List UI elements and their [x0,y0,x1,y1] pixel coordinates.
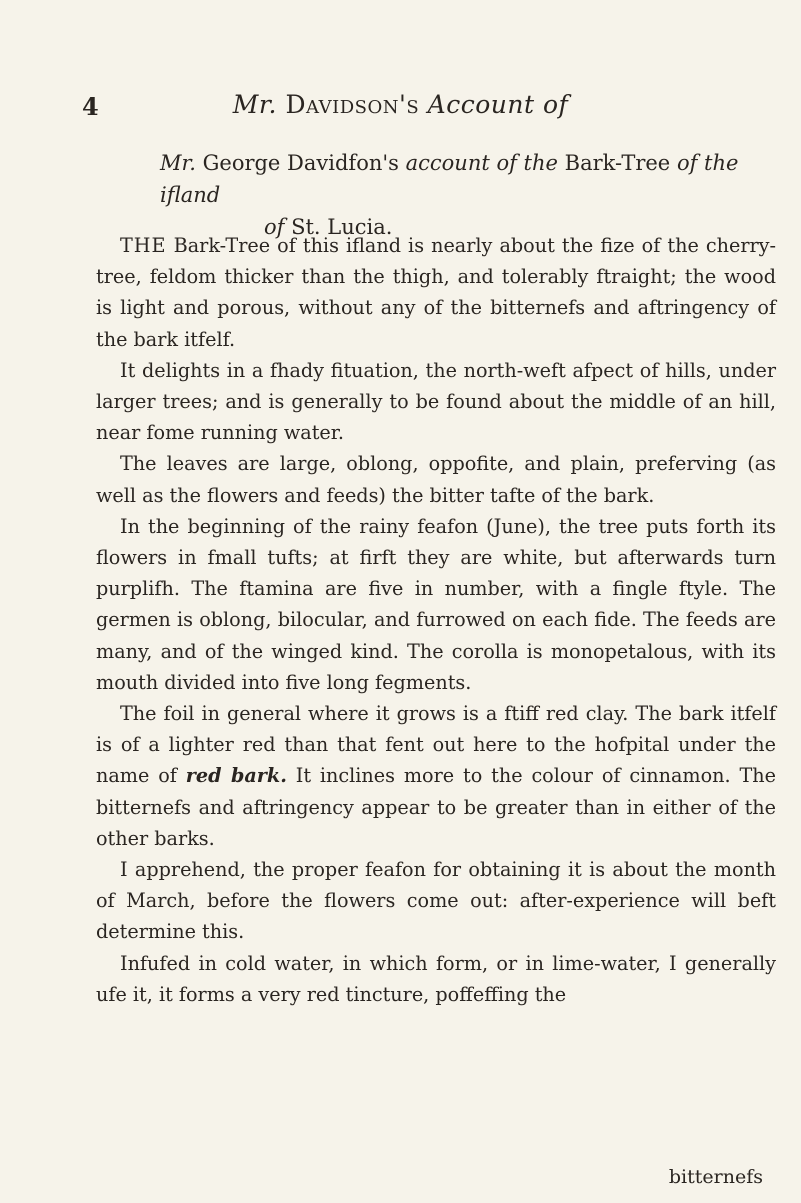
running-head-name: Davidson's [285,90,420,119]
paragraph-3: The leaves are large, oblong, oppofite, and plain, preferving (as well as the flowers and feeds) the bitter tafte of the bark. [96,452,776,507]
paragraph-1-text: Bark-Tree of this ifland is nearly about the fize of the cherry-tree, feldom thicker than the thigh, and tolerably ftraight; the wood is light and porous, without any of the bitternefs and aftringency of the bark itfelf. [96,234,776,351]
title-part2: George Davidfon's [202,151,399,175]
running-head-rest: Account of [427,90,569,119]
paragraph-2: It delights in a fhady fituation, the north-weft afpect of hills, under larger trees; and is generally to be found about the middle of an hill, near fome running water. [96,358,776,445]
title-part7: St. Lucia. [291,215,393,239]
article-title [160,147,760,243]
paragraph-7: Infufed in cold water, in which form, or in lime-water, I generally ufe it, it forms a very red tincture, poffeffing the [96,951,776,1006]
paragraph-5 [96,698,776,854]
title-part5: of the ifland [160,151,739,207]
paragraph-4: In the beginning of the rainy feafon (June), the tree puts forth its flowers in fmall tufts; at firft they are white, but afterwards turn purplifh. The ftamina are five in number, with a fingle ftyle. The germen is oblong, bilocular, and furrowed on each fide. The feeds are many, and of the winged kind. The corolla is monopetalous, with its mouth divided into five long fegments. [96,514,776,694]
running-head [0,90,801,119]
page-number: 4 [82,92,99,121]
title-part3: account of the [405,151,558,175]
title-part1: Mr. [160,151,196,175]
paragraph-5-text-b: It inclines more to the colour of cinnamon. The bitternefs and aftringency appear to be greater than in either of the other barks. [96,764,776,850]
body-text [96,230,776,1010]
paragraph-1-lead: THE [120,234,167,257]
paragraph-6: I apprehend, the proper feafon for obtaining it is about the month of March, before the flowers come out: after-experience will beft determine this. [96,858,776,944]
paragraph-5-italic: red bark. [185,764,287,788]
running-head-author: Mr. [232,90,277,119]
title-part6: of [264,215,285,239]
paragraph-1 [96,230,776,355]
paragraph-5-text-a: The foil in general where it grows is a ftiff red clay. The bark itfelf is of a lighter red than that fent out here to the hofpital under the name of [96,702,776,788]
catchword: bitternefs [668,1166,763,1188]
title-part4: Bark-Tree [564,151,671,175]
